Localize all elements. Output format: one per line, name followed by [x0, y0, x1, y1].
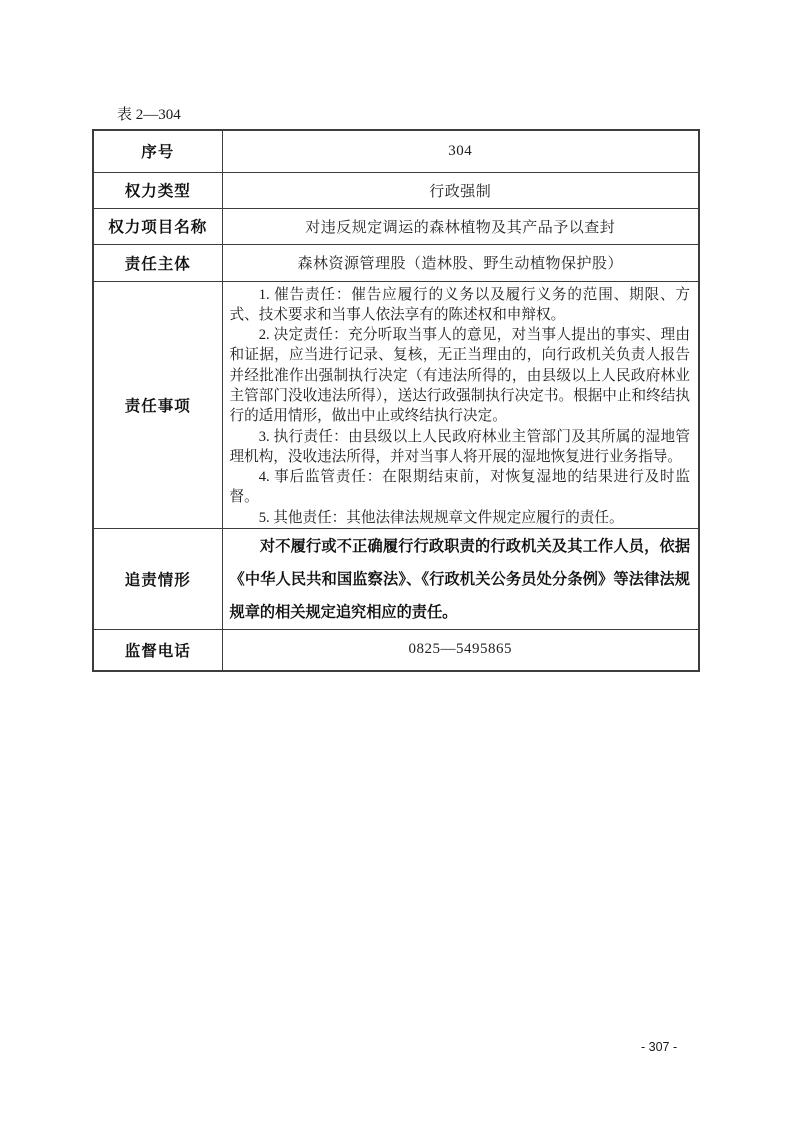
table-caption: 表 2—304 — [117, 107, 181, 123]
responsibility-item-2: 2. 决定责任：充分听取当事人的意见，对当事人提出的事实、理由和证据，应当进行记录、复核，无正当理由的，向行政机关负责人报告并经批准作出强制执行决定（有违法所得的，由县级以上人民政府林业主管部门没收违法所得），送达行政强制执行决定书。根据中止和终结执行的适用情形，做出中止或终结执行决定。 — [229, 327, 690, 425]
page-number: - 307 - — [641, 1040, 678, 1054]
accountability-label: 追责情形 — [93, 529, 222, 630]
table-row — [93, 244, 699, 281]
supervision-phone-value: 0825—5495865 — [222, 630, 699, 671]
power-item-name-label: 权力项目名称 — [93, 208, 222, 244]
responsible-entity-label: 责任主体 — [93, 244, 222, 281]
responsibility-item-3: 3. 执行责任：由县级以上人民政府林业主管部门及其所属的湿地管理机构，没收违法所得，并对当事人将开展的湿地恢复进行业务指导。 — [229, 428, 690, 465]
responsible-entity-value: 森林资源管理股（造林股、野生动植物保护股） — [222, 244, 699, 281]
power-type-value: 行政强制 — [222, 172, 699, 208]
accountability-cell — [222, 529, 699, 630]
table-row — [93, 208, 699, 244]
table-row — [93, 130, 699, 172]
table-row — [93, 172, 699, 208]
power-responsibility-table — [92, 129, 700, 672]
table-row — [93, 529, 699, 630]
accountability-text: 对不履行或不正确履行行政职责的行政机关及其工作人员，依据《中华人民共和国监察法》、《行政机关公务员处分条例》等法律法规规章的相关规定追究相应的责任。 — [229, 537, 690, 621]
responsibility-item-5: 5. 其他责任：其他法律法规规章文件规定应履行的责任。 — [258, 509, 624, 526]
table-row — [93, 630, 699, 671]
supervision-phone-label: 监督电话 — [93, 630, 222, 671]
table-row — [93, 281, 699, 529]
power-type-label: 权力类型 — [93, 172, 222, 208]
responsibility-items-cell — [222, 281, 699, 529]
serial-number-label: 序号 — [93, 130, 222, 172]
responsibility-items-label: 责任事项 — [93, 281, 222, 529]
power-item-name-value: 对违反规定调运的森林植物及其产品予以查封 — [222, 208, 699, 244]
responsibility-item-4: 4. 事后监管责任：在限期结束前，对恢复湿地的结果进行及时监督。 — [229, 469, 690, 506]
responsibility-item-1: 1. 催告责任：催告应履行的义务以及履行义务的范围、期限、方式、技术要求和当事人依法享有的陈述权和申辩权。 — [229, 286, 690, 323]
serial-number-value: 304 — [222, 130, 699, 172]
